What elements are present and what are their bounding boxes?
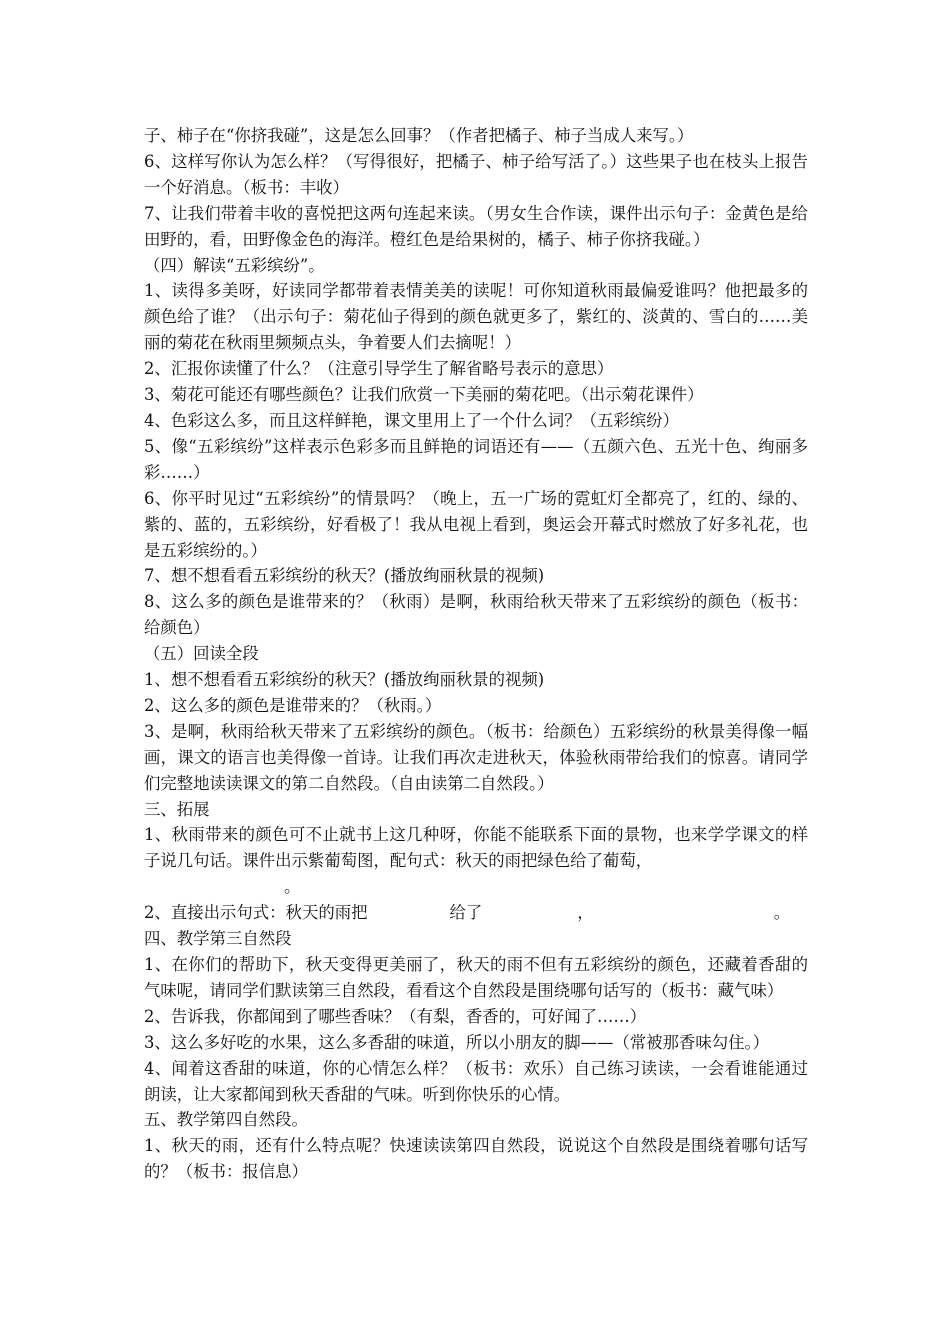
paragraph: 3、这么多好吃的水果，这么多香甜的味道，所以小朋友的脚——（常被那香味勾住。） xyxy=(144,1032,770,1052)
fill-in-line xyxy=(144,874,808,900)
paragraph: 1、秋天的雨，还有什么特点呢？快速读读第四自然段，说说这个自然段是围绕着哪句话写的？（板书：报信息） xyxy=(144,1136,808,1182)
paragraph: 5、像“五彩缤纷”这样表示色彩多而且鲜艳的词语还有——（五颜六色、五光十色、绚丽多彩……） xyxy=(144,436,808,482)
paragraph: 7、让我们带着丰收的喜悦把这两句连起来读。（男女生合作读，课件出示句子：金黄色是给田野的，看，田野像金色的海洋。橙红色是给果树的，橘子、柿子你挤我碰。） xyxy=(144,203,808,249)
paragraph: 2、告诉我，你都闻到了哪些香味？（有梨，香香的，可好闻了……） xyxy=(144,1006,647,1026)
paragraph: 6、这样写你认为怎么样？（写得很好，把橘子、柿子给写活了。）这些果子也在枝头上报告一个好消息。（板书：丰收） xyxy=(144,151,808,197)
paragraph: 3、菊花可能还有哪些颜色？让我们欣赏一下美丽的菊花吧。（出示菊花课件） xyxy=(144,385,704,405)
document-page xyxy=(144,123,808,1185)
paragraph: 1、秋雨带来的颜色可不止就书上这几种呀，你能不能联系下面的景物，也来学学课文的样子说几句话。课件出示紫葡萄图，配句式：秋天的雨把绿色给了葡萄， xyxy=(144,825,808,871)
section-heading: （四）解读“五彩缤纷”。 xyxy=(144,255,325,275)
section-heading: 五、教学第四自然段。 xyxy=(144,1110,308,1130)
section-heading: （五）回读全段 xyxy=(144,644,259,664)
paragraph: 2、汇报你读懂了什么？（注意引导学生了解省略号表示的意思） xyxy=(144,359,614,379)
paragraph: 4、色彩这么多，而且这样鲜艳，课文里用上了一个什么词？（五彩缤纷） xyxy=(144,410,679,430)
paragraph: 子、柿子在“你挤我碰”，这是怎么回事？（作者把橘子、柿子当成人来写。） xyxy=(144,126,694,145)
paragraph: 3、是啊，秋雨给秋天带来了五彩缤纷的颜色。（板书：给颜色）五彩缤纷的秋景美得像一幅画，课文的语言也美得像一首诗。让我们再次走进秋天，体验秋雨带给我们的惊喜。请同学们完整地读读课文的第二自然段。（自由读第二自然段。） xyxy=(144,721,808,793)
fill-line-end: 。 xyxy=(284,877,301,897)
pattern-mid1: 给了 xyxy=(449,903,483,923)
pattern-end: 。 xyxy=(773,903,791,923)
paragraph: 1、读得多美呀，好读同学都带着表情美美的读呢！可你知道秋雨最偏爱谁吗？他把最多的颜色给了谁？（出示句子：菊花仙子得到的颜色就更多了，紫红的、淡黄的、雪白的……美丽的菊花在秋雨里频频点头，争着要人们去摘呢！） xyxy=(144,281,808,353)
pattern-mid2: ， xyxy=(577,903,594,923)
paragraph: 4、闻着这香甜的味道，你的心情怎么样？（板书：欢乐）自己练习读读，一会看谁能通过朗读，让大家都闻到秋天香甜的气味。听到你快乐的心情。 xyxy=(144,1058,808,1104)
paragraph: 6、你平时见过“五彩缤纷”的情景吗？（晚上，五一广场的霓虹灯全都亮了，红的、绿的、紫的、蓝的，五彩缤纷，好看极了！我从电视上看到，奥运会开幕式时燃放了好多礼花，也是五彩缤纷的。） xyxy=(144,488,808,560)
pattern-prefix: 2、直接出示句式：秋天的雨把 xyxy=(144,903,368,923)
paragraph: 7、想不想看看五彩缤纷的秋天？(播放绚丽秋景的视频) xyxy=(144,566,545,586)
paragraph: 1、想不想看看五彩缤纷的秋天？(播放绚丽秋景的视频) xyxy=(144,670,545,690)
section-heading: 三、拓展 xyxy=(144,799,210,819)
paragraph: 1、在你们的帮助下，秋天变得更美丽了，秋天的雨不但有五彩缤纷的颜色，还藏着香甜的气味呢，请同学们默读第三自然段，看看这个自然段是围绕哪句话写的（板书：藏气味） xyxy=(144,955,808,1000)
paragraph: 8、这么多的颜色是谁带来的？（秋雨）是啊，秋雨给秋天带来了五彩缤纷的颜色（板书：给颜色） xyxy=(144,592,808,638)
section-heading: 四、教学第三自然段 xyxy=(144,929,292,949)
sentence-pattern xyxy=(144,900,808,926)
paragraph: 2、这么多的颜色是谁带来的？（秋雨。） xyxy=(144,695,442,715)
